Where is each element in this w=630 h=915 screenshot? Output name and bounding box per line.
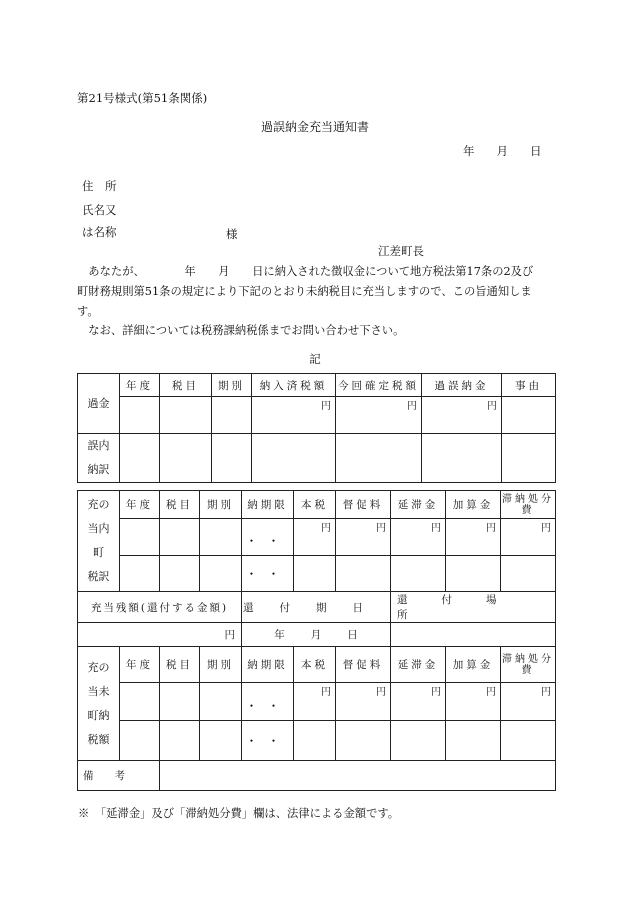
side-label-line: 当未 bbox=[87, 684, 110, 698]
side-label-line: 町 bbox=[93, 546, 104, 559]
table-cell[interactable] bbox=[501, 721, 556, 761]
side-label bbox=[78, 491, 120, 592]
table-cell[interactable] bbox=[160, 556, 200, 592]
side-label-line: 税額 bbox=[87, 732, 110, 746]
table-cell[interactable] bbox=[120, 683, 160, 721]
side-label-line: 充の bbox=[87, 660, 110, 674]
refund-place-value[interactable] bbox=[391, 623, 556, 647]
due-date-dots: ・・ bbox=[242, 683, 294, 721]
body-line: あなたが、 年 月 日に納入された徴収金について地方税法第17条の2及び bbox=[77, 265, 534, 278]
table-cell[interactable] bbox=[391, 721, 446, 761]
document-title: 過誤納金充当通知書 bbox=[260, 120, 369, 134]
table-cell[interactable] bbox=[120, 397, 160, 434]
col-header: 納入済税額 bbox=[252, 374, 336, 397]
col-header: 今回確定税額 bbox=[336, 374, 422, 397]
remaining-amount-label: 充当残額(還付する金額) bbox=[78, 592, 242, 623]
yen-unit: 円 bbox=[501, 683, 556, 721]
table-cell[interactable] bbox=[160, 434, 212, 483]
table-cell[interactable] bbox=[212, 397, 252, 434]
table-cell[interactable] bbox=[294, 556, 336, 592]
col-header: 督促料 bbox=[336, 647, 391, 683]
table-cell[interactable] bbox=[502, 434, 556, 483]
yen-unit: 円 bbox=[294, 683, 336, 721]
col-header: 滞納処分費 bbox=[501, 491, 556, 519]
yen-unit: 円 bbox=[336, 519, 391, 556]
refund-place-label: 還付場所 bbox=[391, 592, 556, 623]
remarks-field[interactable] bbox=[160, 761, 556, 791]
col-header: 加算金 bbox=[446, 647, 501, 683]
col-header: 税目 bbox=[160, 491, 200, 519]
refund-year-label: 年 bbox=[274, 629, 285, 641]
col-header: 延滞金 bbox=[391, 647, 446, 683]
table-cell[interactable] bbox=[120, 434, 160, 483]
yen-unit: 円 bbox=[446, 683, 501, 721]
table-cell[interactable] bbox=[446, 721, 501, 761]
yen-unit: 円 bbox=[501, 519, 556, 556]
col-header: 期別 bbox=[212, 374, 252, 397]
date-month-label: 月 bbox=[496, 144, 508, 158]
col-header: 期別 bbox=[200, 491, 242, 519]
due-date-dots: ・・ bbox=[242, 721, 294, 761]
remarks-label: 備 考 bbox=[78, 761, 160, 791]
yen-unit: 円 bbox=[224, 629, 235, 641]
yen-unit: 円 bbox=[422, 397, 502, 434]
table-cell[interactable] bbox=[502, 397, 556, 434]
form-number: 第21号様式(第51条関係) bbox=[77, 91, 208, 105]
address-label: 住 所 bbox=[82, 179, 117, 193]
col-header: 年度 bbox=[120, 374, 160, 397]
issue-date bbox=[463, 143, 542, 159]
table-cell[interactable] bbox=[120, 721, 160, 761]
inquiry-note: なお、詳細については税務課納税係までお問い合わせ下さい。 bbox=[77, 324, 405, 337]
name-label-line2: は名称 bbox=[82, 225, 117, 239]
issuer-name: 江差町長 bbox=[378, 244, 424, 258]
refund-date-value[interactable] bbox=[242, 623, 391, 647]
table-cell[interactable] bbox=[336, 721, 391, 761]
side-label bbox=[78, 647, 120, 761]
yen-unit: 円 bbox=[391, 683, 446, 721]
table-cell[interactable] bbox=[160, 721, 200, 761]
footnote: ※ 「延滞金」及び「滞納処分費」欄は、法律による金額です。 bbox=[78, 807, 400, 820]
remaining-amount-value[interactable] bbox=[78, 623, 242, 647]
table-cell[interactable] bbox=[200, 519, 242, 556]
refund-month-label: 月 bbox=[310, 629, 322, 641]
side-label-line: 納訳 bbox=[87, 463, 110, 476]
table-cell[interactable] bbox=[336, 434, 422, 483]
yen-unit: 円 bbox=[294, 519, 336, 556]
table-cell[interactable] bbox=[501, 556, 556, 592]
ki-heading: 記 bbox=[309, 352, 321, 366]
refund-day-label: 日 bbox=[347, 629, 358, 641]
table-cell[interactable] bbox=[120, 556, 160, 592]
table-cell[interactable] bbox=[336, 556, 391, 592]
col-header: 滞納処分費 bbox=[501, 647, 556, 683]
table-cell[interactable] bbox=[252, 434, 336, 483]
side-label-line: 当内 bbox=[87, 522, 110, 535]
yen-unit: 円 bbox=[252, 397, 336, 434]
due-date-dots: ・・ bbox=[242, 519, 294, 556]
refund-date-label: 還付期日 bbox=[242, 592, 391, 623]
date-year-label: 年 bbox=[463, 144, 475, 158]
side-label-line: 税訳 bbox=[87, 570, 110, 583]
col-header: 延滞金 bbox=[391, 491, 446, 519]
table-cell[interactable] bbox=[200, 556, 242, 592]
side-label: 過金 bbox=[78, 374, 120, 434]
table-cell[interactable] bbox=[120, 519, 160, 556]
col-header: 年度 bbox=[120, 647, 160, 683]
table-cell[interactable] bbox=[446, 556, 501, 592]
side-label-line: 誤内 bbox=[87, 439, 110, 452]
body-line: 町財務規則第51条の規定により下記のとおり未納税目に充当しますので、この旨通知しま bbox=[77, 285, 532, 298]
table-cell[interactable] bbox=[160, 683, 200, 721]
col-header: 督促料 bbox=[336, 491, 391, 519]
yen-unit: 円 bbox=[336, 397, 422, 434]
notice-body bbox=[77, 262, 557, 322]
yen-unit: 円 bbox=[336, 683, 391, 721]
table-cell[interactable] bbox=[160, 397, 212, 434]
table-cell[interactable] bbox=[200, 721, 242, 761]
side-label-line: 町納 bbox=[87, 708, 110, 722]
overpayment-table bbox=[77, 373, 556, 483]
col-header: 本税 bbox=[294, 491, 336, 519]
col-header: 事由 bbox=[502, 374, 556, 397]
col-header: 税目 bbox=[160, 374, 212, 397]
due-date-dots: ・・ bbox=[242, 556, 294, 592]
yen-unit: 円 bbox=[446, 519, 501, 556]
table-cell[interactable] bbox=[294, 721, 336, 761]
side-label bbox=[78, 434, 120, 483]
table-cell[interactable] bbox=[422, 434, 502, 483]
table-cell[interactable] bbox=[160, 519, 200, 556]
yen-unit: 円 bbox=[391, 519, 446, 556]
col-header: 年度 bbox=[120, 491, 160, 519]
body-line: す。 bbox=[77, 305, 99, 318]
col-header: 納期限 bbox=[242, 647, 294, 683]
table-cell[interactable] bbox=[391, 556, 446, 592]
side-label-line: 充の bbox=[87, 498, 110, 511]
name-label-line1: 氏名又 bbox=[82, 203, 117, 217]
col-header: 過誤納金 bbox=[422, 374, 502, 397]
date-day-label: 日 bbox=[530, 144, 542, 158]
col-header: 加算金 bbox=[446, 491, 501, 519]
table-cell[interactable] bbox=[200, 683, 242, 721]
col-header: 税目 bbox=[160, 647, 200, 683]
table-cell[interactable] bbox=[212, 434, 252, 483]
honorific: 様 bbox=[226, 227, 238, 241]
col-header: 本税 bbox=[294, 647, 336, 683]
col-header: 納期限 bbox=[242, 491, 294, 519]
col-header: 期別 bbox=[200, 647, 242, 683]
allocation-table bbox=[77, 490, 556, 791]
